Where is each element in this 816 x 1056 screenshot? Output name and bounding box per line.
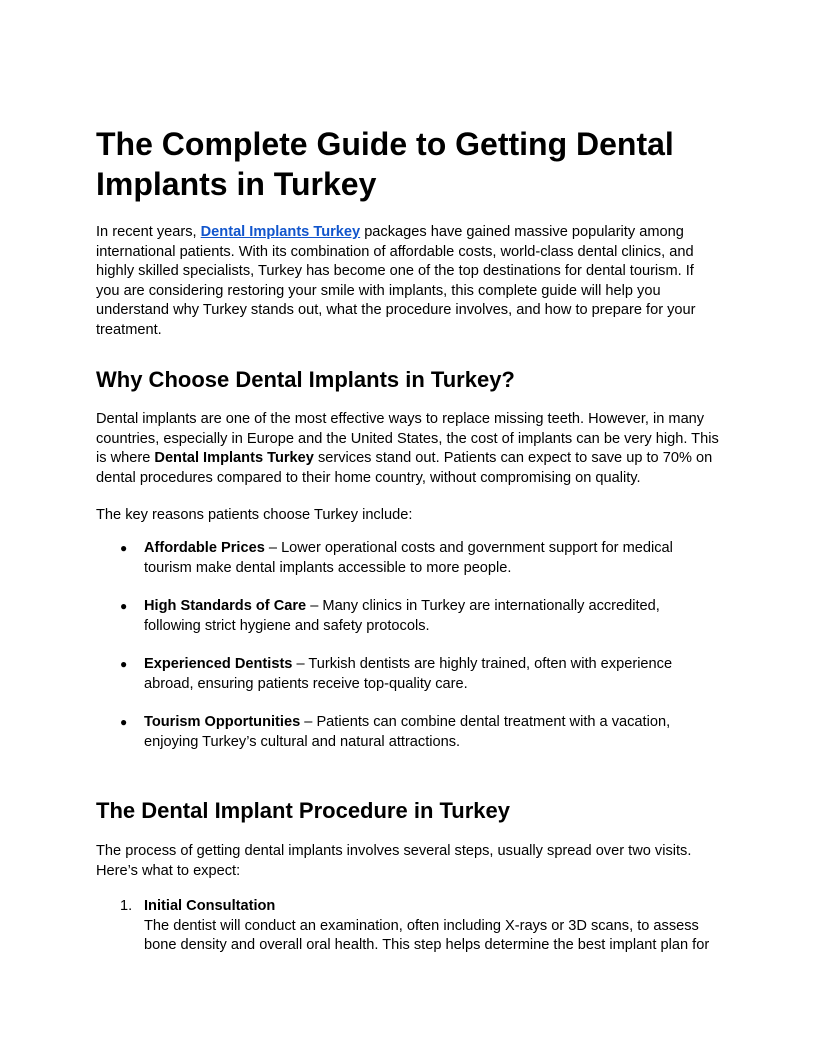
why-choose-text-rest: services stand out. Patients can expect to save up to 70% on dental procedures compared to their home country, without compromising on quality.	[96, 450, 713, 486]
bullet-icon: ●	[120, 541, 128, 555]
bullet-icon: ●	[120, 715, 128, 729]
why-choose-paragraph	[96, 410, 720, 488]
list-item-text: – Lower operational costs and government support for medical tourism make dental implants accessible to more people.	[144, 540, 673, 576]
procedure-intro-paragraph: The process of getting dental implants involves several steps, usually spread over two visits. Here’s what to expect:	[96, 843, 692, 879]
why-choose-text-start: Dental implants are one of the most effective ways to replace missing teeth. However, in many countries, especially in Europe and the United States, the cost of implants can be very high. This is where	[96, 411, 719, 466]
bullet-icon: ●	[120, 657, 128, 671]
intro-text-rest: packages have gained massive popularity among international patients. With its combination of affordable costs, world-class dental clinics, and highly skilled specialists, Turkey has become one of the top destinations for dental tourism. If you are considering restoring your smile with implants, this complete guide will help you understand why Turkey stands out, what the procedure involves, and how to prepare for your treatment.	[96, 224, 696, 338]
list-item-title: Experienced Dentists	[144, 656, 293, 672]
list-item-text: – Turkish dentists are highly trained, often with experience abroad, ensuring patients receive top-quality care.	[144, 656, 673, 692]
list-item-title: High Standards of Care	[144, 598, 307, 614]
list-item-text: – Many clinics in Turkey are internationally accredited, following strict hygiene and safety protocols.	[144, 598, 660, 634]
step-title: Initial Consultation	[144, 898, 276, 914]
section-heading-why-choose: Why Choose Dental Implants in Turkey?	[96, 367, 515, 392]
list-item	[120, 539, 720, 578]
bullet-icon: ●	[120, 599, 128, 613]
why-choose-bold-term: Dental Implants Turkey	[154, 450, 314, 466]
key-reasons-intro: The key reasons patients choose Turkey include:	[96, 507, 413, 523]
step-number: 1.	[120, 898, 133, 914]
list-item	[120, 713, 720, 752]
intro-paragraph	[96, 223, 720, 340]
list-item	[120, 655, 720, 694]
list-item-title: Affordable Prices	[144, 540, 265, 556]
intro-text-start: In recent years,	[96, 224, 201, 240]
list-item-title: Tourism Opportunities	[144, 714, 301, 730]
dental-implants-turkey-link[interactable]: Dental Implants Turkey	[200, 224, 361, 240]
list-item-text: – Patients can combine dental treatment with a vacation, enjoying Turkey’s cultural and natural attractions.	[144, 714, 671, 750]
section-heading-procedure: The Dental Implant Procedure in Turkey	[96, 798, 511, 823]
document-title: The Complete Guide to Getting Dental Implants in Turkey	[96, 126, 674, 202]
list-item	[120, 897, 720, 956]
step-text: The dentist will conduct an examination, often including X-rays or 3D scans, to assess bone density and overall oral health. This step helps determine the best implant plan for	[144, 917, 710, 953]
list-item	[120, 597, 720, 636]
